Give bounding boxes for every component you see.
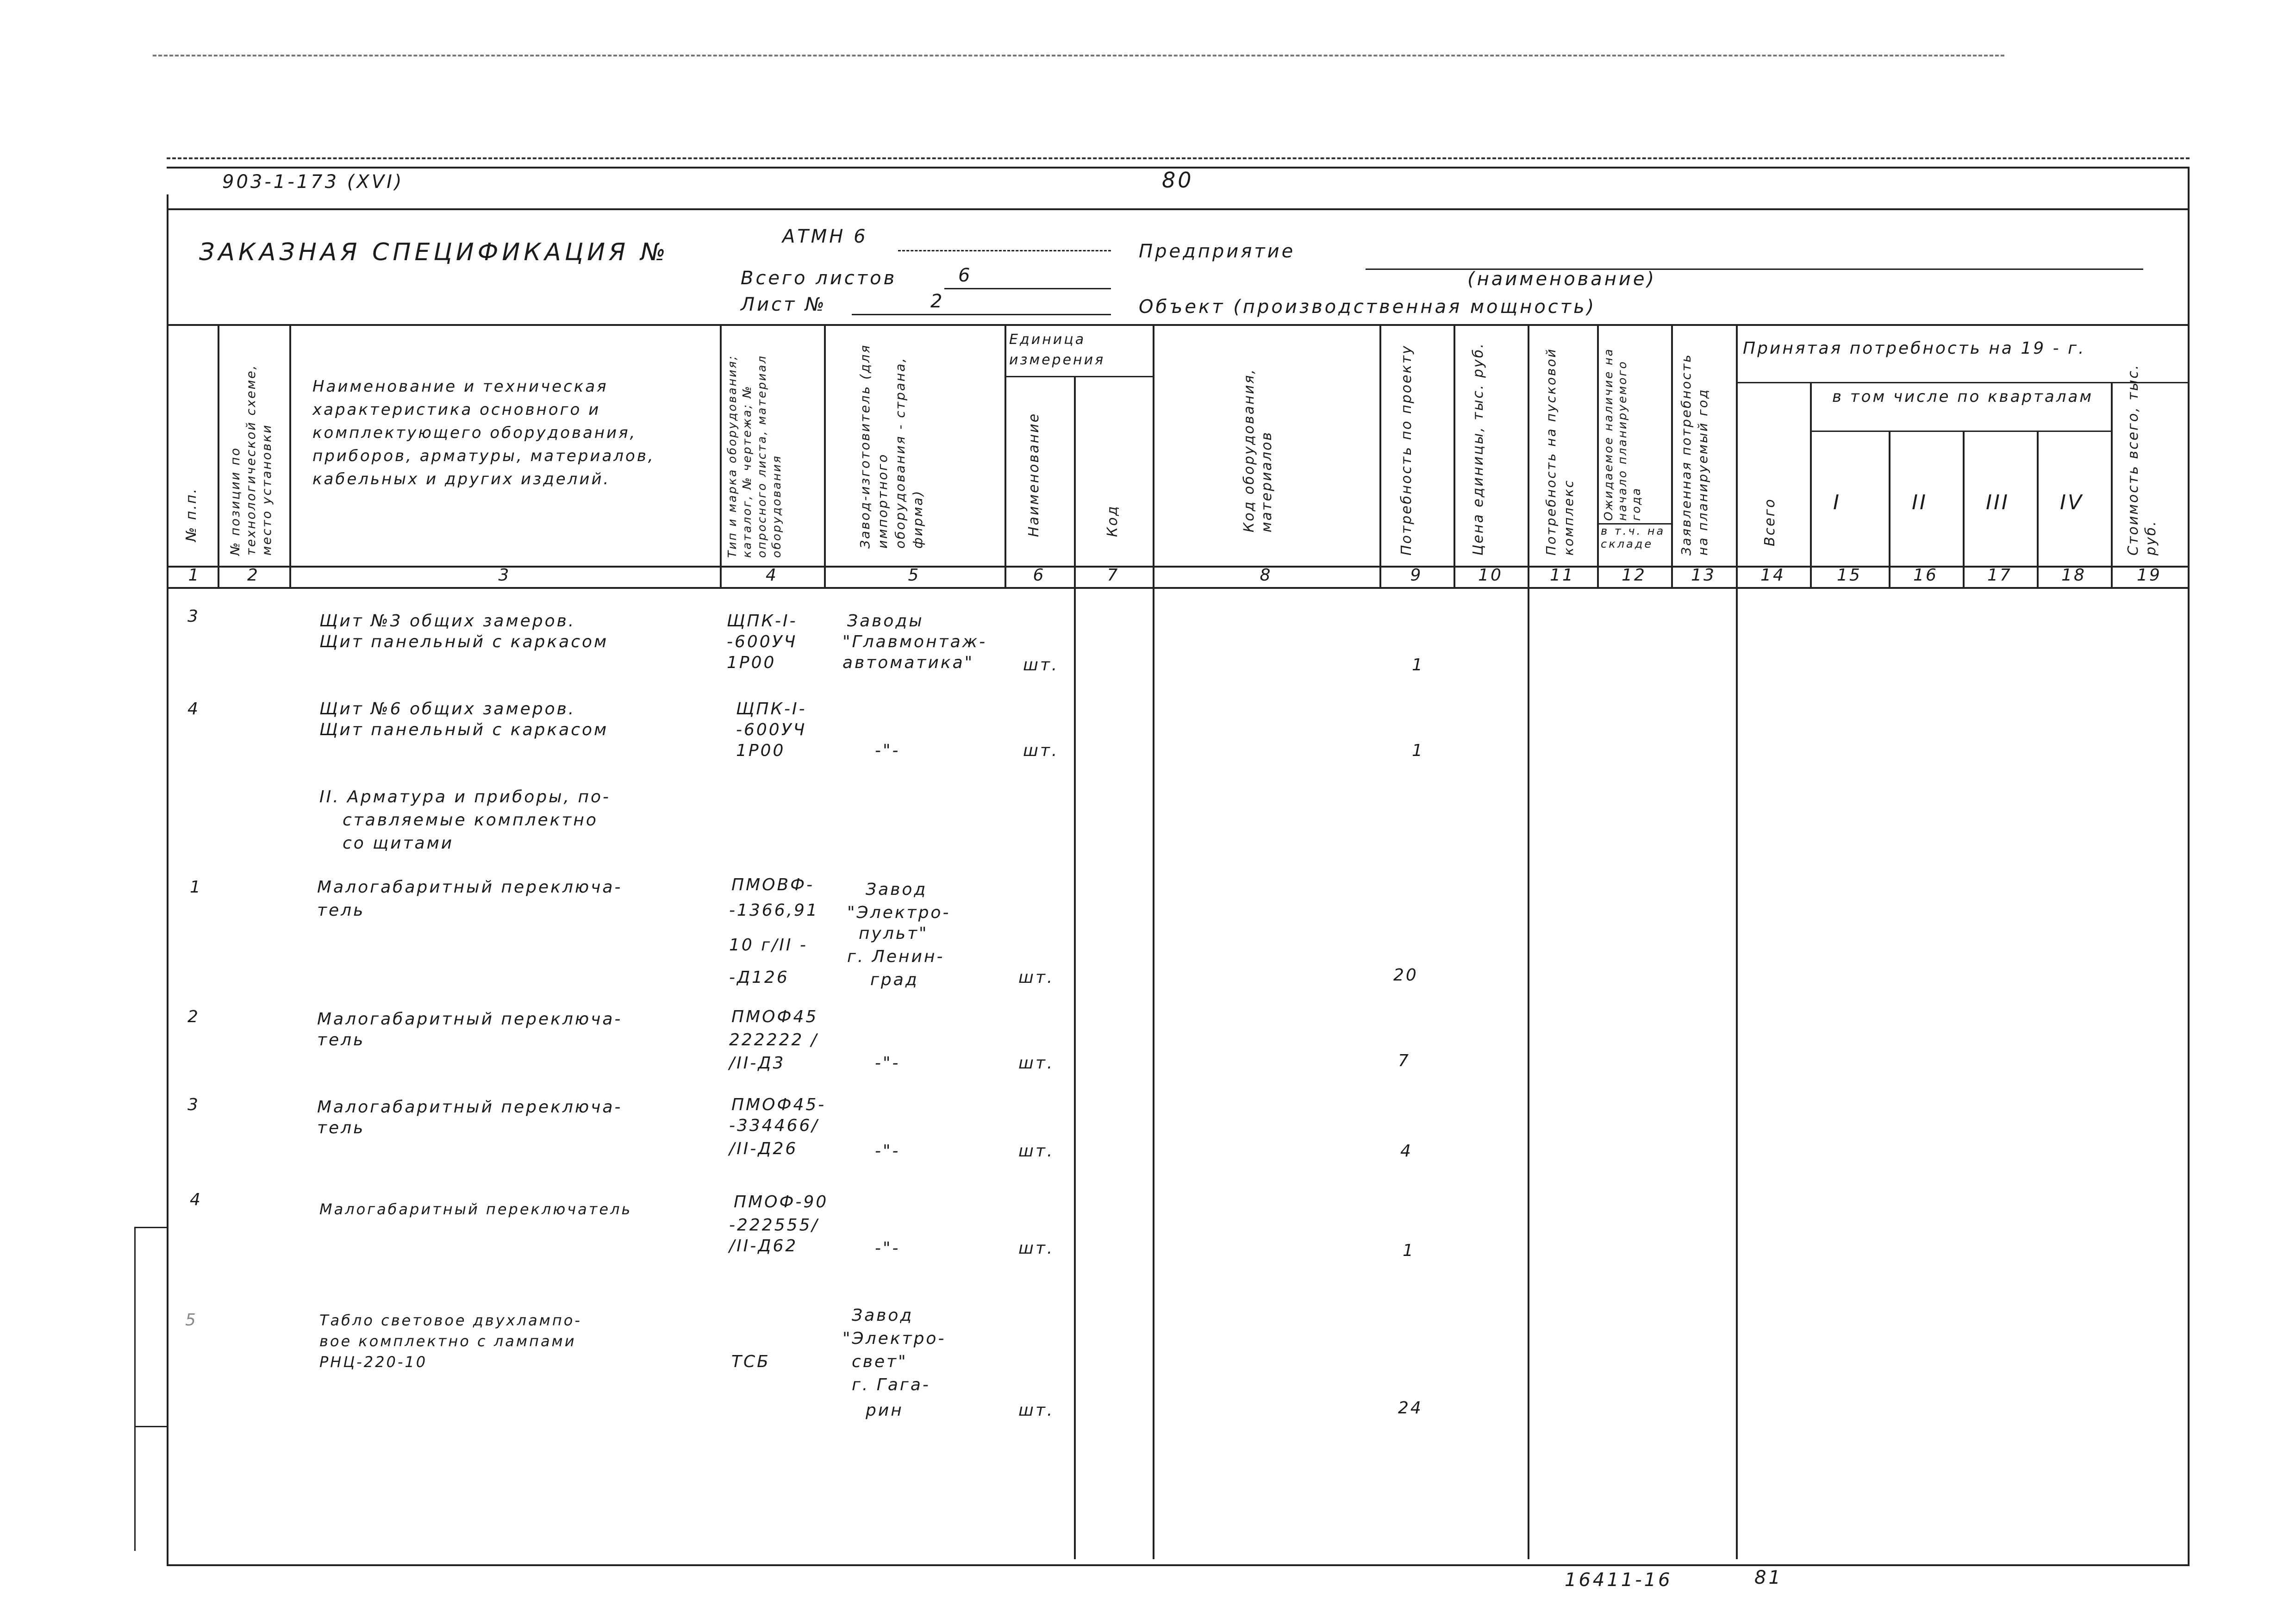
- accepted-header: Принятая потребность на 19 - г.: [1743, 339, 2086, 358]
- unit-header-divider: [1004, 376, 1153, 377]
- row1-unit: шт.: [1023, 656, 1059, 675]
- unit-header: Единица измерения: [1009, 331, 1105, 368]
- row6-unit: шт.: [1018, 1142, 1054, 1161]
- row4-mfr-3: пульт": [859, 924, 929, 943]
- col-line-5: [1004, 324, 1006, 587]
- spec-number-underline: [898, 250, 1111, 251]
- colnum-19: 19: [2137, 566, 2162, 585]
- object-label: Объект (производственная мощность): [1139, 296, 1597, 318]
- enterprise-note: (наименование): [1467, 269, 1657, 290]
- column-numbers-bottom: [167, 587, 2190, 589]
- col-line-14: [1810, 382, 1812, 587]
- col13-header: Заявленная потребность на планируемый год: [1678, 353, 1710, 556]
- row1-type-2: -600УЧ: [727, 632, 798, 651]
- row8-number: 5: [185, 1311, 198, 1330]
- colnum-7: 7: [1107, 566, 1120, 585]
- binding-margin-line: [134, 1227, 136, 1551]
- row7-type-3: /II-Д62: [729, 1237, 798, 1255]
- row8-mfr-4: г. Гага-: [852, 1375, 930, 1394]
- row1-number: 3: [187, 607, 200, 626]
- row5-type-1: ПМОФ45: [731, 1007, 818, 1026]
- row8-unit: шт.: [1018, 1401, 1054, 1420]
- row8-qty: 24: [1398, 1399, 1423, 1418]
- col-line-18: [2111, 382, 2113, 587]
- col-line-15: [1889, 431, 1890, 587]
- row4-type-3: 10 г/II -: [729, 936, 808, 955]
- total-sheets-underline: [944, 288, 1111, 289]
- colnum-1: 1: [188, 566, 201, 585]
- body-line-accepted: [1736, 587, 1738, 1559]
- colnum-2: 2: [247, 566, 260, 585]
- colnum-12: 12: [1622, 566, 1647, 585]
- row7-type-1: ПМОФ-90: [734, 1193, 829, 1212]
- row4-mfr-4: г. Ленин-: [847, 947, 945, 966]
- col-line-1: [218, 324, 219, 587]
- col10-header: Цена единицы, тыс. руб.: [1470, 342, 1486, 556]
- col9-header: Потребность по проекту: [1398, 344, 1415, 556]
- col1-header: № п.п.: [183, 487, 200, 542]
- scan-noise: [153, 55, 2004, 56]
- row5-mfr: -"-: [875, 1054, 900, 1073]
- section2-title-3: со щитами: [343, 834, 454, 853]
- col-line-16: [1963, 431, 1965, 587]
- row5-number: 2: [187, 1007, 200, 1026]
- body-line-unit-code: [1074, 587, 1076, 1559]
- col-line-10: [1528, 324, 1529, 587]
- row7-qty: 1: [1403, 1241, 1415, 1260]
- col8-header: Код оборудования, материалов: [1241, 368, 1275, 532]
- row5-unit: шт.: [1018, 1054, 1054, 1073]
- colnum-15: 15: [1837, 566, 1862, 585]
- col-line-12: [1671, 324, 1673, 587]
- row4-name-2: тель: [317, 901, 365, 920]
- row4-mfr-5: град: [870, 970, 919, 989]
- col-line-7: [1153, 324, 1154, 587]
- row8-mfr-1: Завод: [852, 1306, 914, 1325]
- row6-type-3: /II-Д26: [729, 1139, 798, 1158]
- row4-mfr-2: "Электро-: [847, 903, 951, 922]
- col-line-17: [2037, 431, 2039, 587]
- col5-header: Завод-изготовитель (для импортного оборудования - страна, фирма): [857, 344, 925, 549]
- top-border-line: [167, 157, 2190, 159]
- row4-type-2: -1366,91: [729, 901, 819, 920]
- col12-header: Ожидаемое наличие на начало планируемого года: [1602, 348, 1643, 521]
- row8-mfr-5: рин: [866, 1401, 904, 1420]
- col3-header: Наименование и техническая характеристика основного и комплектующего оборудования, приборов, арматуры, материалов, кабельных и других изделий.: [312, 377, 655, 488]
- colnum-14: 14: [1760, 566, 1785, 585]
- row2-unit: шт.: [1023, 741, 1059, 760]
- row8-name-3: РНЦ-220-10: [319, 1353, 428, 1371]
- binding-mark: [134, 1227, 167, 1228]
- binding-mark-2: [134, 1426, 167, 1427]
- row1-mfr-1: Заводы: [847, 612, 924, 631]
- colnum-4: 4: [766, 566, 778, 585]
- row1-type-3: 1Р00: [727, 653, 776, 672]
- colnum-17: 17: [1987, 566, 2012, 585]
- sheet-underline: [852, 314, 1111, 315]
- colnum-13: 13: [1691, 566, 1716, 585]
- row4-number: 1: [190, 878, 202, 897]
- col-line-3: [720, 324, 722, 587]
- colnum-6: 6: [1033, 566, 1046, 585]
- spec-title: ЗАКАЗНАЯ СПЕЦИФИКАЦИЯ №: [199, 238, 669, 266]
- row5-name-2: тель: [317, 1031, 365, 1049]
- row6-number: 3: [187, 1095, 200, 1114]
- row5-qty: 7: [1398, 1051, 1410, 1070]
- section2-title-2: ставляемые комплектно: [343, 811, 598, 830]
- total-sheets-label: Всего листов: [741, 268, 897, 289]
- row5-type-3: /II-Д3: [729, 1054, 786, 1073]
- colnum-18: 18: [2061, 566, 2086, 585]
- col18-header: IV: [2060, 491, 2084, 514]
- row7-mfr: -"-: [875, 1239, 900, 1258]
- row4-name-1: Малогабаритный переключа-: [317, 878, 623, 897]
- row2-number: 4: [187, 700, 200, 718]
- row5-name-1: Малогабаритный переключа-: [317, 1010, 623, 1029]
- col-line-13: [1736, 324, 1738, 587]
- col4-header: Тип и марка оборудования; каталог, № чертежа; № опросного листа, материал оборудования: [725, 355, 783, 558]
- row8-mfr-2: "Электро-: [842, 1329, 946, 1348]
- row2-name-2: Щит панельный с каркасом: [319, 720, 609, 739]
- quarters-header-divider: [1810, 431, 2111, 432]
- total-sheets-value: 6: [958, 265, 973, 286]
- body-line-code: [1153, 587, 1154, 1559]
- row6-type-2: -334466/: [729, 1116, 819, 1135]
- sheet-value: 2: [930, 291, 945, 312]
- col-line-6: [1074, 376, 1076, 587]
- row2-type-3: 1Р00: [736, 741, 786, 760]
- row4-mfr-1: Завод: [866, 880, 928, 899]
- doc-code: 903-1-173 (XVI): [222, 171, 404, 193]
- row2-type-2: -600УЧ: [736, 720, 807, 739]
- row4-qty: 20: [1393, 966, 1418, 985]
- row7-name-1: Малогабаритный переключатель: [319, 1200, 632, 1218]
- row1-mfr-3: автоматика": [842, 653, 974, 672]
- row8-name-1: Табло световое двухлампо-: [319, 1312, 582, 1329]
- row4-type-4: -Д126: [729, 968, 789, 987]
- row8-mfr-3: свет": [852, 1352, 908, 1371]
- row1-name-2: Щит панельный с каркасом: [319, 632, 609, 651]
- col6-header: Наименование: [1026, 412, 1042, 537]
- row7-type-2: -222555/: [729, 1216, 819, 1235]
- row2-type-1: ЩПК-I-: [736, 700, 807, 718]
- row2-name-1: Щит №6 общих замеров.: [319, 700, 576, 718]
- row6-qty: 4: [1400, 1142, 1413, 1161]
- header-divider-2: [167, 324, 2190, 326]
- colnum-3: 3: [498, 566, 511, 585]
- row6-name-2: тель: [317, 1118, 365, 1137]
- col14-header: Всего: [1762, 498, 1778, 546]
- col-line-2: [289, 324, 291, 587]
- colnum-9: 9: [1410, 566, 1423, 585]
- colnum-16: 16: [1913, 566, 1938, 585]
- footer-code: 16411-16: [1565, 1569, 1672, 1591]
- col-line-9: [1454, 324, 1455, 587]
- colnum-8: 8: [1260, 566, 1273, 585]
- col19-header: Стоимость всего, тыс. руб.: [2125, 363, 2159, 556]
- col7-header: Код: [1104, 505, 1121, 537]
- colnum-10: 10: [1478, 566, 1503, 585]
- row6-name-1: Малогабаритный переключа-: [317, 1098, 623, 1117]
- row5-type-2: 222222 /: [729, 1031, 818, 1049]
- header-divider-1: [167, 208, 2190, 210]
- row4-unit: шт.: [1018, 968, 1054, 987]
- row1-mfr-2: "Главмонтаж-: [842, 632, 987, 651]
- footer-page: 81: [1754, 1567, 1783, 1588]
- col2-header: № позиции по технологической схеме, место установки: [228, 364, 274, 556]
- row1-type-1: ЩПК-I-: [727, 612, 798, 631]
- colnum-5: 5: [908, 566, 921, 585]
- spec-number: АТМН 6: [782, 226, 868, 247]
- sheet-label: Лист №: [741, 294, 827, 315]
- row6-type-1: ПМОФ45-: [731, 1095, 826, 1114]
- accepted-header-divider: [1736, 382, 2188, 383]
- row7-number: 4: [190, 1190, 202, 1209]
- row1-qty: 1: [1412, 656, 1424, 675]
- row4-type-1: ПМОВФ-: [731, 875, 815, 894]
- col11-header: Потребность на пусковой комплекс: [1543, 348, 1576, 556]
- row2-mfr: -"-: [875, 741, 900, 760]
- enterprise-label: Предприятие: [1139, 241, 1296, 262]
- frame-left-line: [167, 194, 168, 1565]
- col-line-4: [824, 324, 826, 587]
- col12-stock-header: в т.ч. на складе: [1601, 525, 1666, 550]
- page-number: 80: [1162, 168, 1194, 193]
- section2-title-1: II. Арматура и приборы, по-: [319, 787, 611, 806]
- row1-name-1: Щит №3 общих замеров.: [319, 612, 576, 631]
- quarters-header: в том числе по кварталам: [1832, 387, 2093, 406]
- col16-header: II: [1912, 491, 1928, 514]
- row2-qty: 1: [1412, 741, 1424, 760]
- col15-header: I: [1833, 491, 1841, 514]
- col-line-8: [1379, 324, 1381, 587]
- row8-type-1: ТСБ: [731, 1352, 770, 1371]
- row7-unit: шт.: [1018, 1239, 1054, 1258]
- col-line-11: [1597, 324, 1599, 587]
- row6-mfr: -"-: [875, 1142, 900, 1161]
- colnum-11: 11: [1550, 566, 1575, 585]
- row8-name-2: вое комплектно с лампами: [319, 1332, 576, 1350]
- body-line-price: [1528, 587, 1529, 1559]
- col17-header: III: [1986, 491, 2009, 514]
